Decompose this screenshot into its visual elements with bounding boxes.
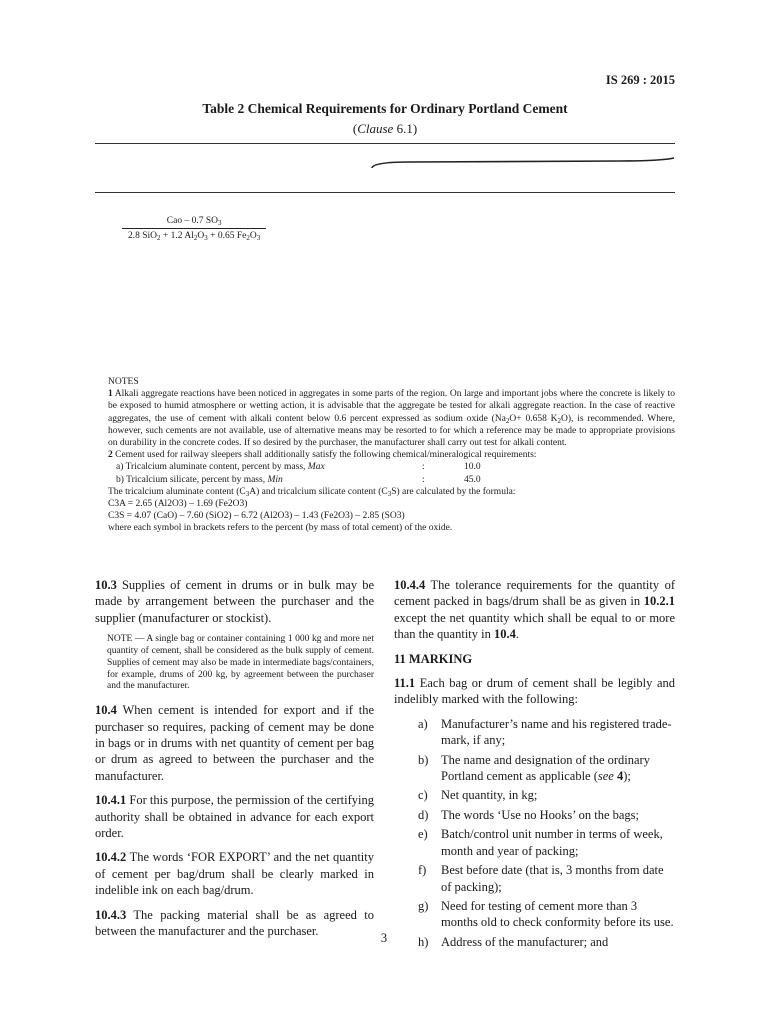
table-clause: (Clause 6.1) — [352, 121, 418, 136]
note-2: 2 Cement used for railway sleepers shall additionally satisfy the following chemical/mineralogical requirements: — [108, 450, 537, 461]
notes-heading: NOTES — [108, 377, 139, 387]
lime-saturation-formula — [122, 216, 266, 241]
clause-10-4-4: 10.4.4 The tolerance requirements for the quantity of cement packed in bags/drum shall be as given in 10.2.1 except the net quantity which shall be equal to or more than the quantity in 10.4. — [394, 578, 675, 642]
list-item: a) Manufacturer’s name and his registered trade-mark, if any; — [418, 716, 672, 748]
requirement-row-b: b) Tricalcium silicate, percent by mass, Min : 45.0 — [116, 474, 481, 485]
list-item: b) The name and designation of the ordinary Portland cement as applicable (see 4); — [418, 752, 650, 784]
clause-11-1: 11.1 Each bag or drum of cement shall be legibly and indelibly marked with the following: — [394, 676, 675, 707]
clause-10-4-3: 10.4.3 The packing material shall be as agreed to between the manufacturer and the purchaser. — [95, 907, 374, 939]
clause-10-4-1: 10.4.1 For this purpose, the permission of the certifying authority shall be obtained in advance for each export order. — [95, 793, 374, 841]
section-heading-marking: 11 MARKING — [394, 651, 473, 666]
list-item: g) Need for testing of cement more than 3 months old to check conformity before its use. — [418, 898, 674, 930]
list-item: h) Address of the manufacturer; and — [418, 934, 609, 949]
list-item: c) Net quantity, in kg; — [418, 788, 538, 803]
standard-number: IS 269 : 2015 — [605, 73, 675, 87]
table-header-brace — [370, 155, 676, 171]
right-column — [394, 577, 675, 953]
equation-c3s: C3S = 4.07 (CaO) – 7.60 (SiO2) – 6.72 (Al2O3) – 1.43 (Fe2O3) – 2.85 (SO3) — [108, 511, 405, 522]
page-number: 3 — [380, 931, 388, 945]
clause-10-4-2: 10.4.2 The words ‘FOR EXPORT’ and the net quantity of cement per bag/drum shall be clearly marked in indelible ink on each bag/drum. — [95, 850, 374, 898]
table-top-rule — [95, 143, 675, 144]
table-title: Table 2 Chemical Requirements for Ordinary Portland Cement — [202, 101, 568, 116]
clause-10-4: 10.4 When cement is intended for export and if the purchaser so requires, packing of cement may be done in bags or in drums with net quantity of cement per bag or drum as agreed to between the purchaser and the manufacturer. — [95, 703, 374, 783]
equation-c3a: C3A = 2.65 (Al2O3) – 1.69 (Fe2O3) — [108, 499, 248, 509]
table-header-rule — [95, 192, 675, 193]
list-item: e) Batch/control unit number in terms of week, month and year of packing; — [418, 827, 663, 858]
calc-intro: The tricalcium aluminate content $(C_3A)$ and tricalcium silicate content $(C_3S)$ are calculated by the formula: — [108, 486, 516, 498]
requirement-row-a: a) Tricalcium aluminate content, percent by mass, Max : 10.0 — [116, 462, 481, 473]
bulk-supply-note: NOTE — A single bag or container containing 1 000 kg and more net quantity of cement, shall be considered as the bulk supply of cement. Supplies of cement may also be made in intermediate bags/containers, for example, drums of 200 kg, by agreement between the purchaser and the manufacturer. — [107, 634, 374, 692]
list-item: d) The words ‘Use no Hooks’ on the bags; — [418, 807, 639, 822]
note-1: 1 Alkali aggregate reactions have been noticed in aggregates in some parts of the region. On large and important jobs where the concrete is likely to be exposed to humid atmosphere or wetting action, it is advisable that the aggregate be tested for alkali aggregate reaction. In the case of reactive aggregates, the use of cement with alkali content below 0.6 percent expressed as sodium oxide ($Na_2O+ 0.658$ $K_2O$), is recommended. Where, however, such cements are not available, use of alternative means may be resorted to for which a reference may be made to appropriate provisions on durability in the concrete codes. If so desired by the purchaser, the manufacturer shall carry out test for alkali content. — [108, 389, 675, 449]
list-item: f) Best before date (that is, 3 months from date of packing); — [418, 863, 664, 894]
table-notes — [108, 376, 675, 535]
formula-denominator: 2.8 SiO$_2$ + 1.2 $Al_2O_3 + 0.65$ $Fe_2O_3$ — [122, 228, 266, 241]
marking-list — [394, 716, 675, 950]
notes-where: where each symbol in brackets refers to the percent (by mass of total cement) of the oxide. — [108, 523, 453, 534]
formula-numerator: Cao – 0.7 $SO_3$ — [166, 216, 222, 227]
left-column — [95, 577, 374, 947]
clause-10-3: 10.3 Supplies of cement in drums or in bulk may be made by arrangement between the purchaser and the supplier (manufacturer or stockist). — [95, 578, 374, 625]
